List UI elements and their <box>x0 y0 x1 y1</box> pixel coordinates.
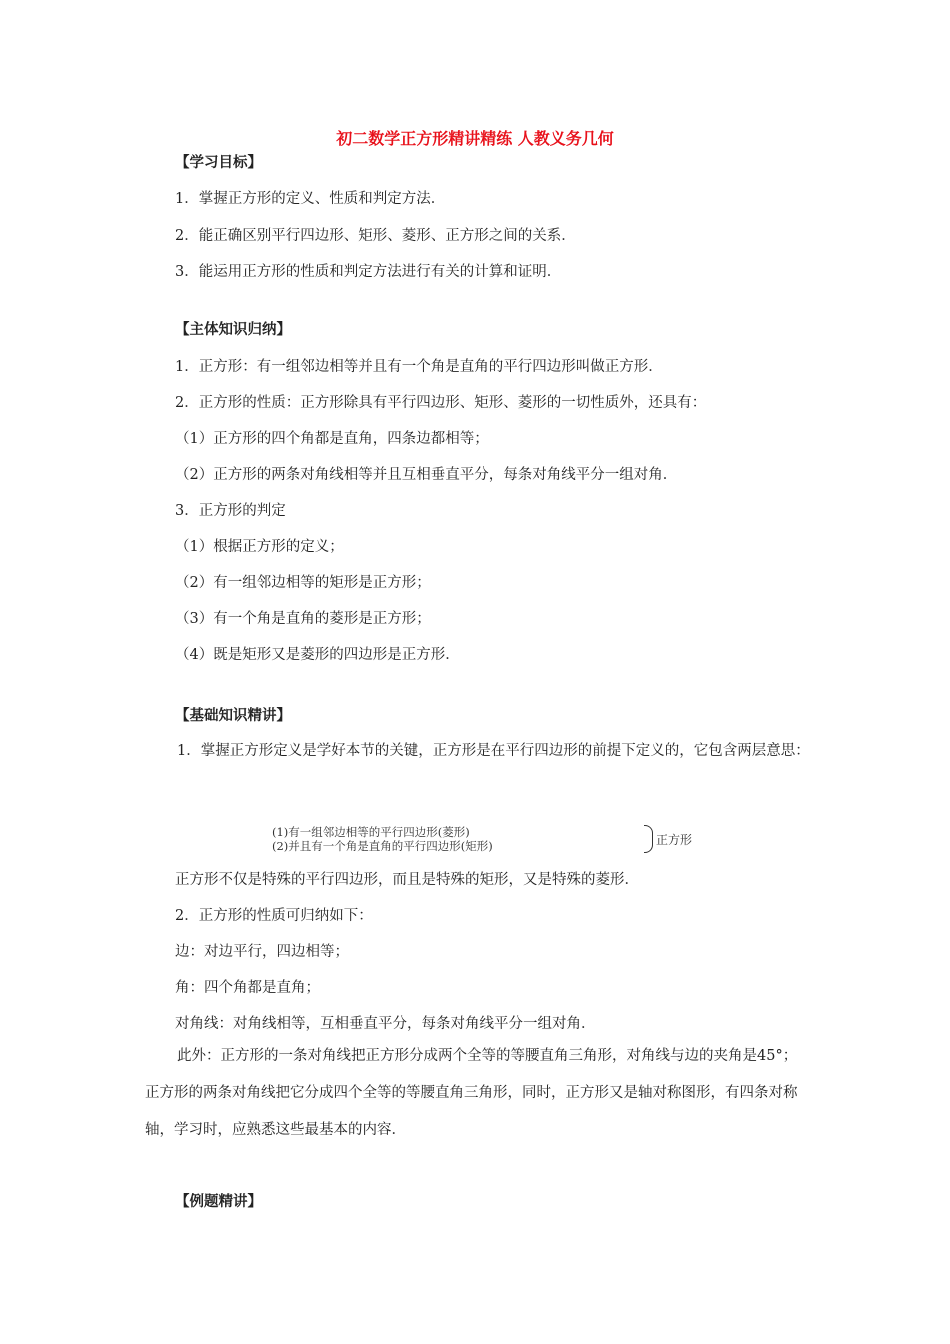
section-heading-basic-knowledge: 【基础知识精讲】 <box>175 708 291 724</box>
figure-result: 正方形 <box>656 833 693 847</box>
figure-line-1: (1)有一组邻边相等的平行四边形(菱形) <box>272 825 470 839</box>
section-heading-knowledge-summary: 【主体知识归纳】 <box>175 322 291 338</box>
knowledge-item: 2．正方形的性质：正方形除具有平行四边形、矩形、菱形的一切性质外，还具有： <box>175 395 707 411</box>
text-line: 边：对边平行，四边相等； <box>175 944 349 960</box>
knowledge-item: （3）有一个角是直角的菱形是正方形； <box>175 611 431 627</box>
figure-line-2: (2)并且有一个角是直角的平行四边形(矩形) <box>272 839 493 853</box>
knowledge-item: 3．正方形的判定 <box>175 503 286 519</box>
knowledge-item: （1）根据正方形的定义； <box>175 539 344 555</box>
knowledge-item: （2）有一组邻边相等的矩形是正方形； <box>175 575 431 591</box>
document-title: 初二数学正方形精讲精练 人教义务几何 <box>336 129 614 148</box>
paragraph-definition: 1．掌握正方形定义是学好本节的关键，正方形是在平行四边形的前提下定义的，它包含两层意思： <box>177 743 810 759</box>
knowledge-item: （2）正方形的两条对角线相等并且互相垂直平分，每条对角线平分一组对角． <box>175 467 678 483</box>
text-line: 角：四个角都是直角； <box>175 980 320 996</box>
section-heading-learning-goals: 【学习目标】 <box>175 155 262 171</box>
knowledge-item: 1．正方形：有一组邻边相等并且有一个角是直角的平行四边形叫做正方形． <box>175 359 663 375</box>
goal-item: 3．能运用正方形的性质和判定方法进行有关的计算和证明． <box>175 264 562 280</box>
knowledge-item: （1）正方形的四个角都是直角，四条边都相等； <box>175 431 489 447</box>
knowledge-item: （4）既是矩形又是菱形的四边形是正方形． <box>175 647 460 663</box>
section-heading-examples: 【例题精讲】 <box>175 1194 262 1210</box>
text-line: 正方形不仅是特殊的平行四边形，而且是特殊的矩形，又是特殊的菱形． <box>175 872 639 888</box>
paragraph-additional: 此外：正方形的一条对角线把正方形分成两个全等的等腰直角三角形，对角线与边的夹角是45°；正方形的两条对角线把它分成四个全等的等腰直角三角形，同时，正方形又是轴对称图形，有四条对称轴，学习时，应熟悉这些最基本的内容． <box>145 1048 798 1138</box>
text-line: 对角线：对角线相等，互相垂直平分，每条对角线平分一组对角． <box>175 1016 596 1032</box>
goal-item: 2．能正确区别平行四边形、矩形、菱形、正方形之间的关系． <box>175 228 576 244</box>
brace-shape <box>644 825 653 853</box>
definition-figure <box>272 824 722 856</box>
text-line: 2．正方形的性质可归纳如下： <box>175 908 373 924</box>
goal-item: 1．掌握正方形的定义、性质和判定方法． <box>175 191 446 207</box>
